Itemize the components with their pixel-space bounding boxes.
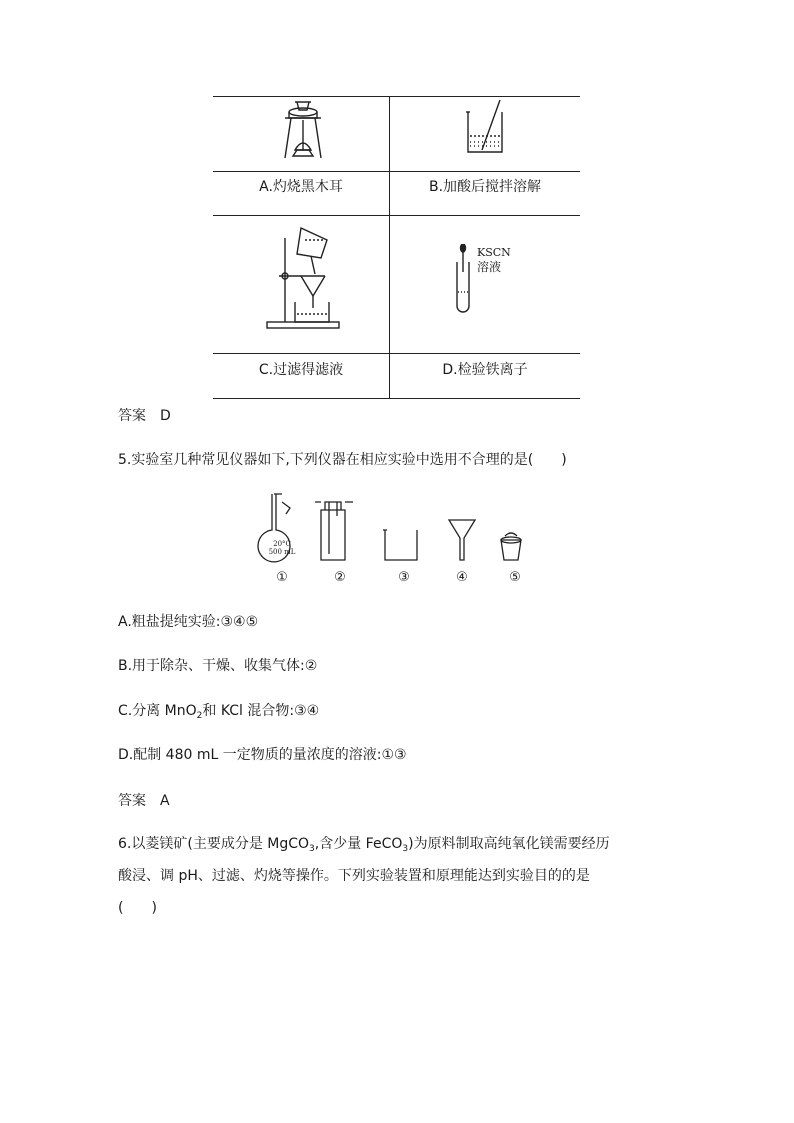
answer-label: 答案 <box>118 793 146 809</box>
table-rule <box>213 215 580 216</box>
kscn-label: KSCN <box>477 246 511 259</box>
option-a: A.粗盐提纯实验:③④⑤ <box>118 614 259 630</box>
option-b: B.用于除杂、干燥、收集气体:② <box>118 658 318 674</box>
option-a-caption: A.灼烧黑木耳 <box>259 179 343 195</box>
apparatus-table <box>213 96 580 399</box>
table-rule <box>213 353 580 354</box>
instrument-number: ⑤ <box>509 570 521 585</box>
question-5-stem: 5.实验室几种常见仪器如下,下列仪器在相应实验中选用不合理的是( ) <box>118 452 567 468</box>
table-divider <box>389 96 390 399</box>
answer-value: D <box>160 408 171 424</box>
instrument-number: ② <box>334 570 346 585</box>
question-6-line-1: 6.以菱镁矿(主要成分是 MgCO$_3$,含少量 FeCO$_3$)为原料制取高纯氧化镁需要经历 <box>118 836 610 854</box>
flask-label <box>263 540 301 556</box>
solution-label: 溶液 <box>477 260 502 274</box>
beaker-stirring-image <box>458 98 518 158</box>
question-6-line-3: ( ) <box>118 900 157 916</box>
answer-label: 答案 <box>118 408 146 424</box>
answer-4 <box>118 405 171 425</box>
instrument-number: ③ <box>398 570 410 585</box>
test-tube-dropper-image <box>453 244 473 314</box>
answer-value: A <box>160 793 170 809</box>
option-c-caption: C.过滤得滤液 <box>258 362 344 378</box>
flask-temp: 20°C <box>273 540 291 548</box>
answer-5 <box>118 790 170 810</box>
instruments-image <box>255 490 535 570</box>
option-d-caption: D.检验铁离子 <box>442 362 528 378</box>
filtration-setup-image <box>265 226 345 332</box>
option-d: D.配制 480 mL 一定物质的量浓度的溶液:①③ <box>118 747 407 763</box>
instrument-number: ④ <box>456 570 468 585</box>
table-rule <box>213 96 580 97</box>
question-6-line-2: 酸浸、调 pH、过滤、灼烧等操作。下列实验装置和原理能达到实验目的的是 <box>118 868 590 884</box>
crucible-on-tripod-image <box>273 98 333 162</box>
table-rule <box>213 398 580 399</box>
flask-volume: 500 mL <box>268 548 296 556</box>
instrument-number: ① <box>276 570 288 585</box>
option-b-caption: B.加酸后搅拌溶解 <box>428 179 542 195</box>
table-rule <box>213 171 580 172</box>
option-c: C.分离 MnO$_2$和 KCl 混合物:③④ <box>118 703 320 721</box>
